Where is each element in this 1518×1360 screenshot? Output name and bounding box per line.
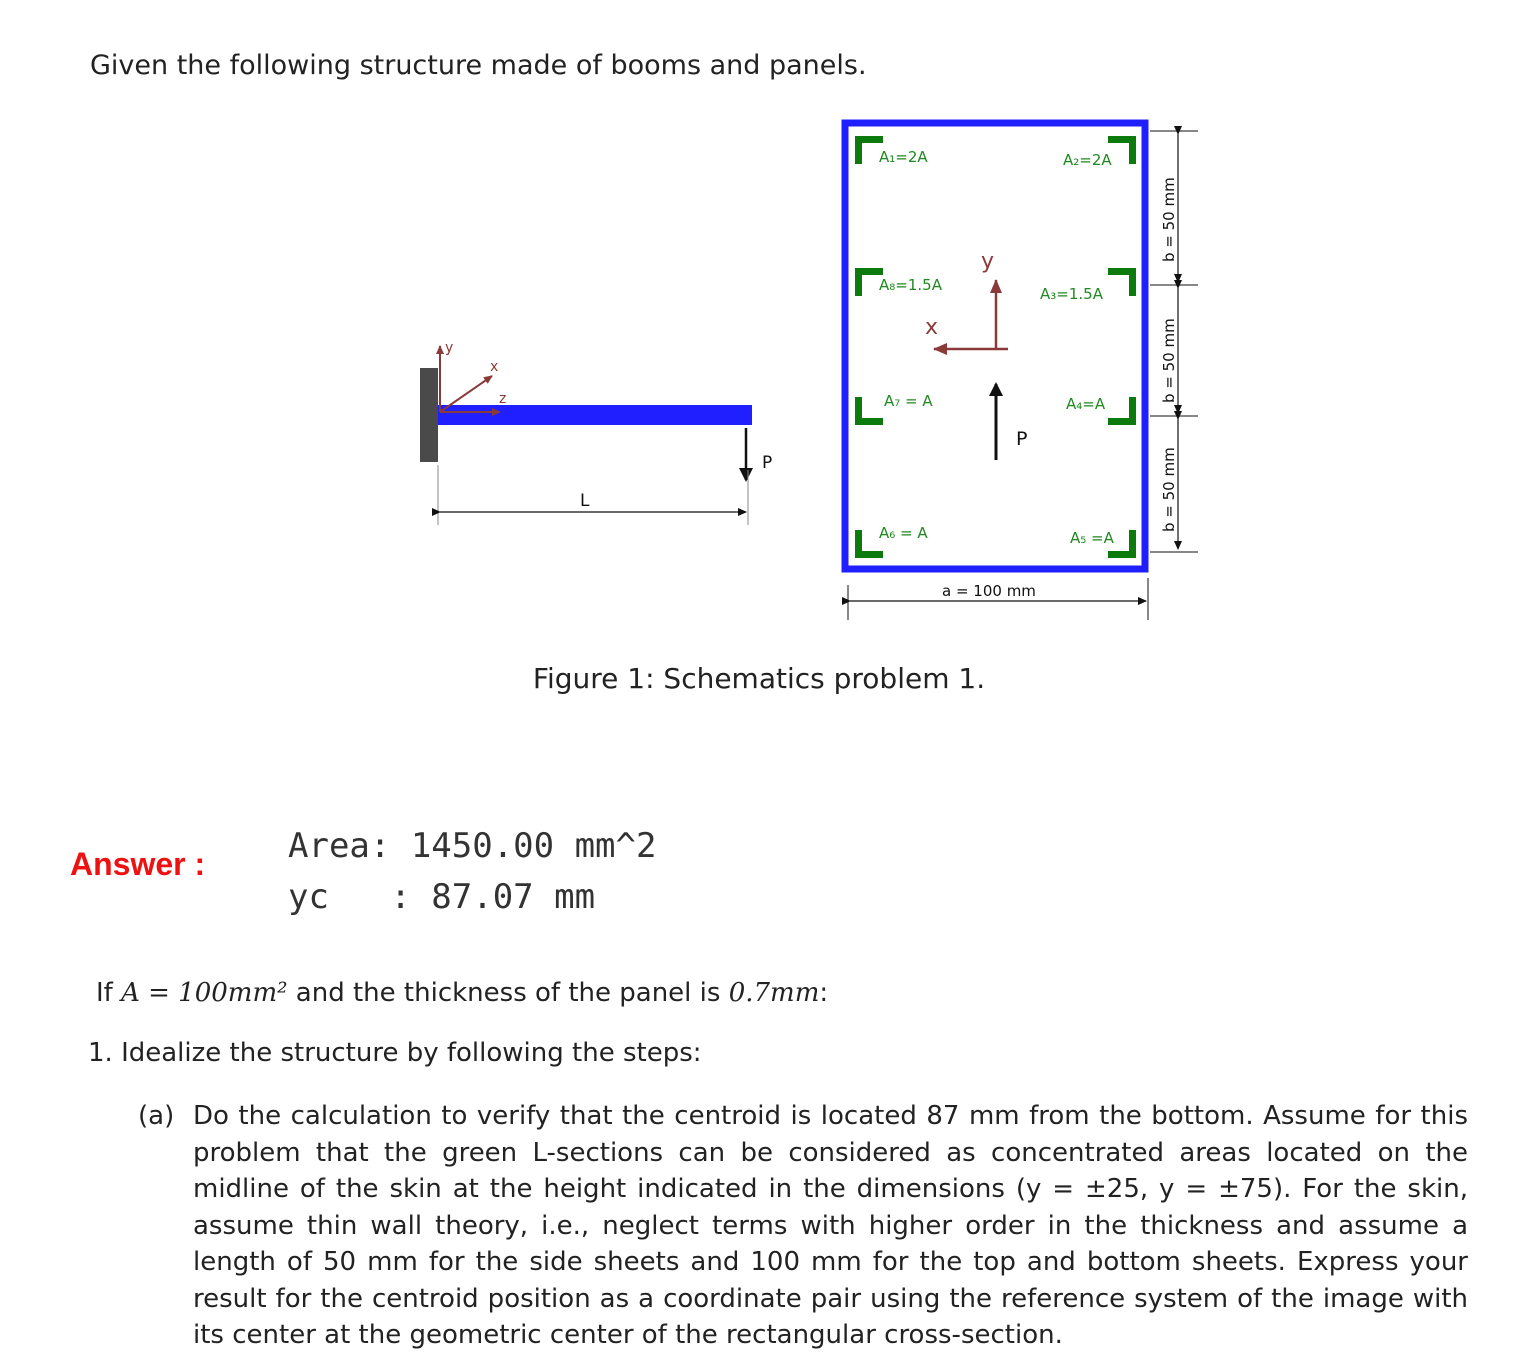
beam-axis-y-label: y [445, 340, 454, 356]
wall-support [420, 368, 438, 462]
boom-3-label: A₃=1.5A [1040, 285, 1103, 303]
boom-2-label: A₂=2A [1063, 151, 1112, 169]
given-statement [96, 978, 828, 1008]
answer-label: Answer : [70, 846, 206, 882]
boom-3-lsection [1108, 268, 1136, 296]
given-suffix: : [819, 978, 829, 1008]
section-axis-x-label: x [925, 315, 939, 340]
height-label-3: b = 50 mm [1160, 447, 1178, 532]
height-label-2: b = 50 mm [1160, 318, 1178, 403]
beam-load-label: P [762, 453, 773, 473]
width-label: a = 100 mm [942, 582, 1036, 600]
boom-4-lsection [1108, 397, 1136, 425]
given-area-math: A = 100mm² [121, 978, 288, 1008]
answer-area: Area: 1450.00 mm^2 [288, 826, 657, 866]
beam-axis-x-label: x [490, 359, 499, 375]
answer-centroid: yc : 87.07 mm [288, 877, 596, 917]
given-middle: and the thickness of the panel is [287, 978, 729, 1008]
section-axis-y-label: y [981, 249, 995, 274]
step-1a-text: Do the calculation to verify that the centroid is located 87 mm from the bottom. Assume for this problem that the green L-sections can be considered as concentrated areas located on the midline of the skin at the height indicated in the dimensions (y = ±25, y = ±75). For the skin, assume thin wall theory, i.e., neglect terms with higher order in the thickness and assume a length of 50 mm for the side sheets and 100 mm for the top and bottom sheets. Express your result for the centroid position as a coordinate pair using the reference system of the image with its center at the geometric center of the rectangular cross-section. [193, 1101, 1468, 1350]
boom-6-label: A₆ = A [879, 524, 928, 542]
section-load-label: P [1016, 428, 1028, 450]
boom-5-label: A₅ =A [1070, 529, 1114, 547]
step-1: 1. Idealize the structure by following the steps: [88, 1038, 702, 1068]
intro-text: Given the following structure made of booms and panels. [90, 50, 867, 81]
cross-section-diagram [845, 123, 1198, 620]
boom-7-label: A₇ = A [884, 392, 933, 410]
step-1a [138, 1098, 1468, 1354]
beam-axis-z-label: z [499, 391, 507, 407]
boom-7-lsection [855, 397, 883, 425]
boom-1-label: A₁=2A [879, 148, 928, 166]
boom-2-lsection [1108, 136, 1136, 164]
beam [438, 405, 752, 425]
given-prefix: If [96, 978, 122, 1008]
figure-caption: Figure 1: Schematics problem 1. [532, 662, 986, 695]
given-thickness-math: 0.7mm [728, 978, 820, 1008]
boom-4-label: A₄=A [1066, 395, 1106, 413]
schematic-figure [0, 0, 1518, 660]
height-label-1: b = 50 mm [1160, 177, 1178, 262]
cantilever-beam-diagram [420, 340, 772, 525]
step-1a-label: (a) [138, 1101, 175, 1131]
boom-8-label: A₈=1.5A [879, 276, 942, 294]
beam-length-label: L [580, 491, 590, 511]
